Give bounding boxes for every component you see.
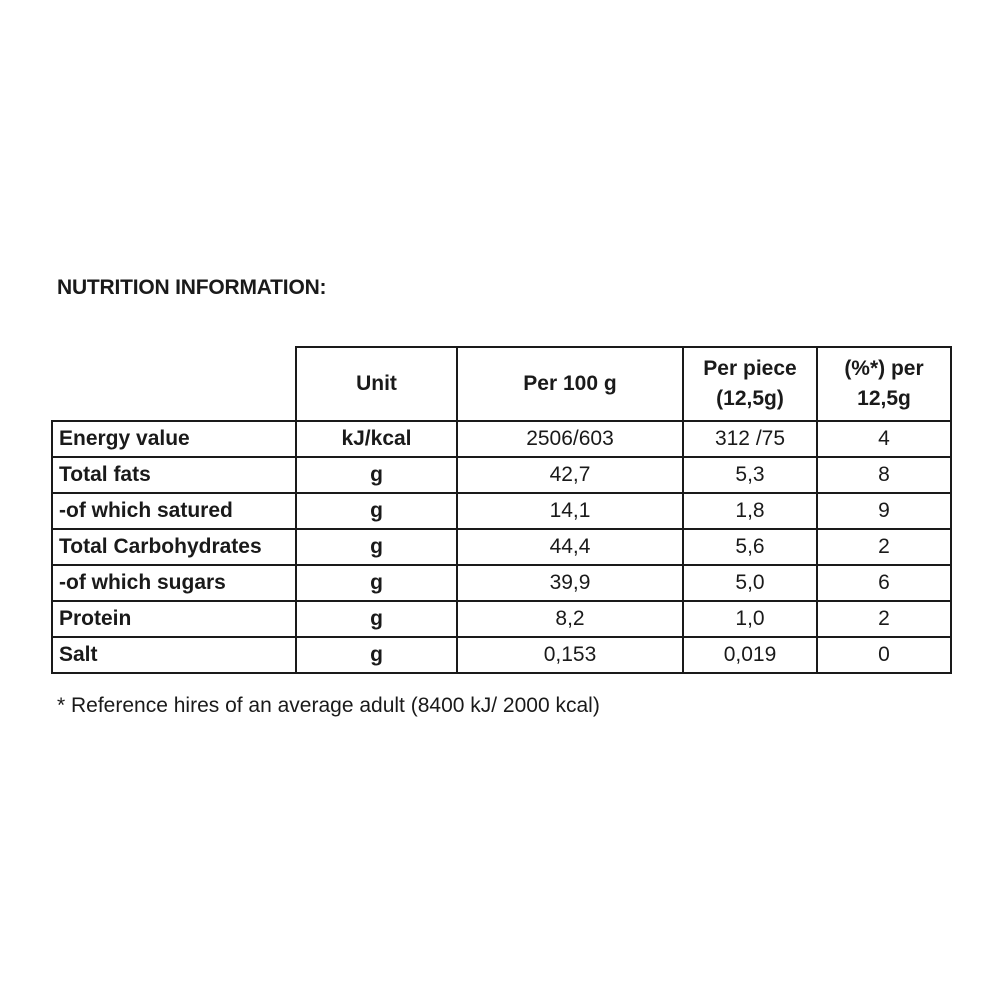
table-row	[52, 637, 951, 673]
value-percent: 4	[817, 421, 951, 457]
table-header-row	[52, 347, 951, 421]
header-per-piece-line1: Per piece	[703, 357, 797, 380]
header-per-piece-line2: (12,5g)	[716, 387, 784, 410]
value-per-100g: 0,153	[457, 637, 683, 673]
value-per-piece: 5,6	[683, 529, 817, 565]
header-unit: Unit	[296, 347, 457, 421]
nutrient-name: Protein	[52, 601, 296, 637]
nutrient-name: Salt	[52, 637, 296, 673]
nutrient-unit: g	[296, 529, 457, 565]
nutrient-name: Energy value	[52, 421, 296, 457]
table-row	[52, 601, 951, 637]
nutrient-name: -of which satured	[52, 493, 296, 529]
value-percent: 0	[817, 637, 951, 673]
nutrient-unit: g	[296, 457, 457, 493]
header-blank-cell	[52, 347, 296, 421]
value-per-piece: 0,019	[683, 637, 817, 673]
value-percent: 9	[817, 493, 951, 529]
table-row	[52, 529, 951, 565]
header-per-100g: Per 100 g	[457, 347, 683, 421]
header-per-piece	[683, 347, 817, 421]
nutrient-unit: g	[296, 637, 457, 673]
nutrient-unit: kJ/kcal	[296, 421, 457, 457]
value-per-piece: 5,0	[683, 565, 817, 601]
value-per-100g: 8,2	[457, 601, 683, 637]
value-per-100g: 42,7	[457, 457, 683, 493]
value-per-100g: 2506/603	[457, 421, 683, 457]
nutrient-name: Total Carbohydrates	[52, 529, 296, 565]
value-per-piece: 1,0	[683, 601, 817, 637]
value-per-piece: 1,8	[683, 493, 817, 529]
page-title: NUTRITION INFORMATION:	[57, 276, 327, 299]
nutrient-unit: g	[296, 493, 457, 529]
nutrient-name: -of which sugars	[52, 565, 296, 601]
header-percent-line1: (%*) per	[844, 357, 924, 380]
table-row	[52, 421, 951, 457]
value-per-100g: 39,9	[457, 565, 683, 601]
value-percent: 6	[817, 565, 951, 601]
nutrient-name: Total fats	[52, 457, 296, 493]
value-percent: 8	[817, 457, 951, 493]
value-per-piece: 5,3	[683, 457, 817, 493]
nutrient-unit: g	[296, 565, 457, 601]
header-percent	[817, 347, 951, 421]
header-percent-line2: 12,5g	[857, 387, 911, 410]
value-per-100g: 44,4	[457, 529, 683, 565]
nutrition-table	[51, 346, 952, 674]
value-per-piece: 312 /75	[683, 421, 817, 457]
table-row	[52, 565, 951, 601]
nutrient-unit: g	[296, 601, 457, 637]
table-row	[52, 457, 951, 493]
value-percent: 2	[817, 601, 951, 637]
table-row	[52, 493, 951, 529]
value-per-100g: 14,1	[457, 493, 683, 529]
footnote: * Reference hires of an average adult (8400 kJ/ 2000 kcal)	[57, 694, 600, 717]
value-percent: 2	[817, 529, 951, 565]
